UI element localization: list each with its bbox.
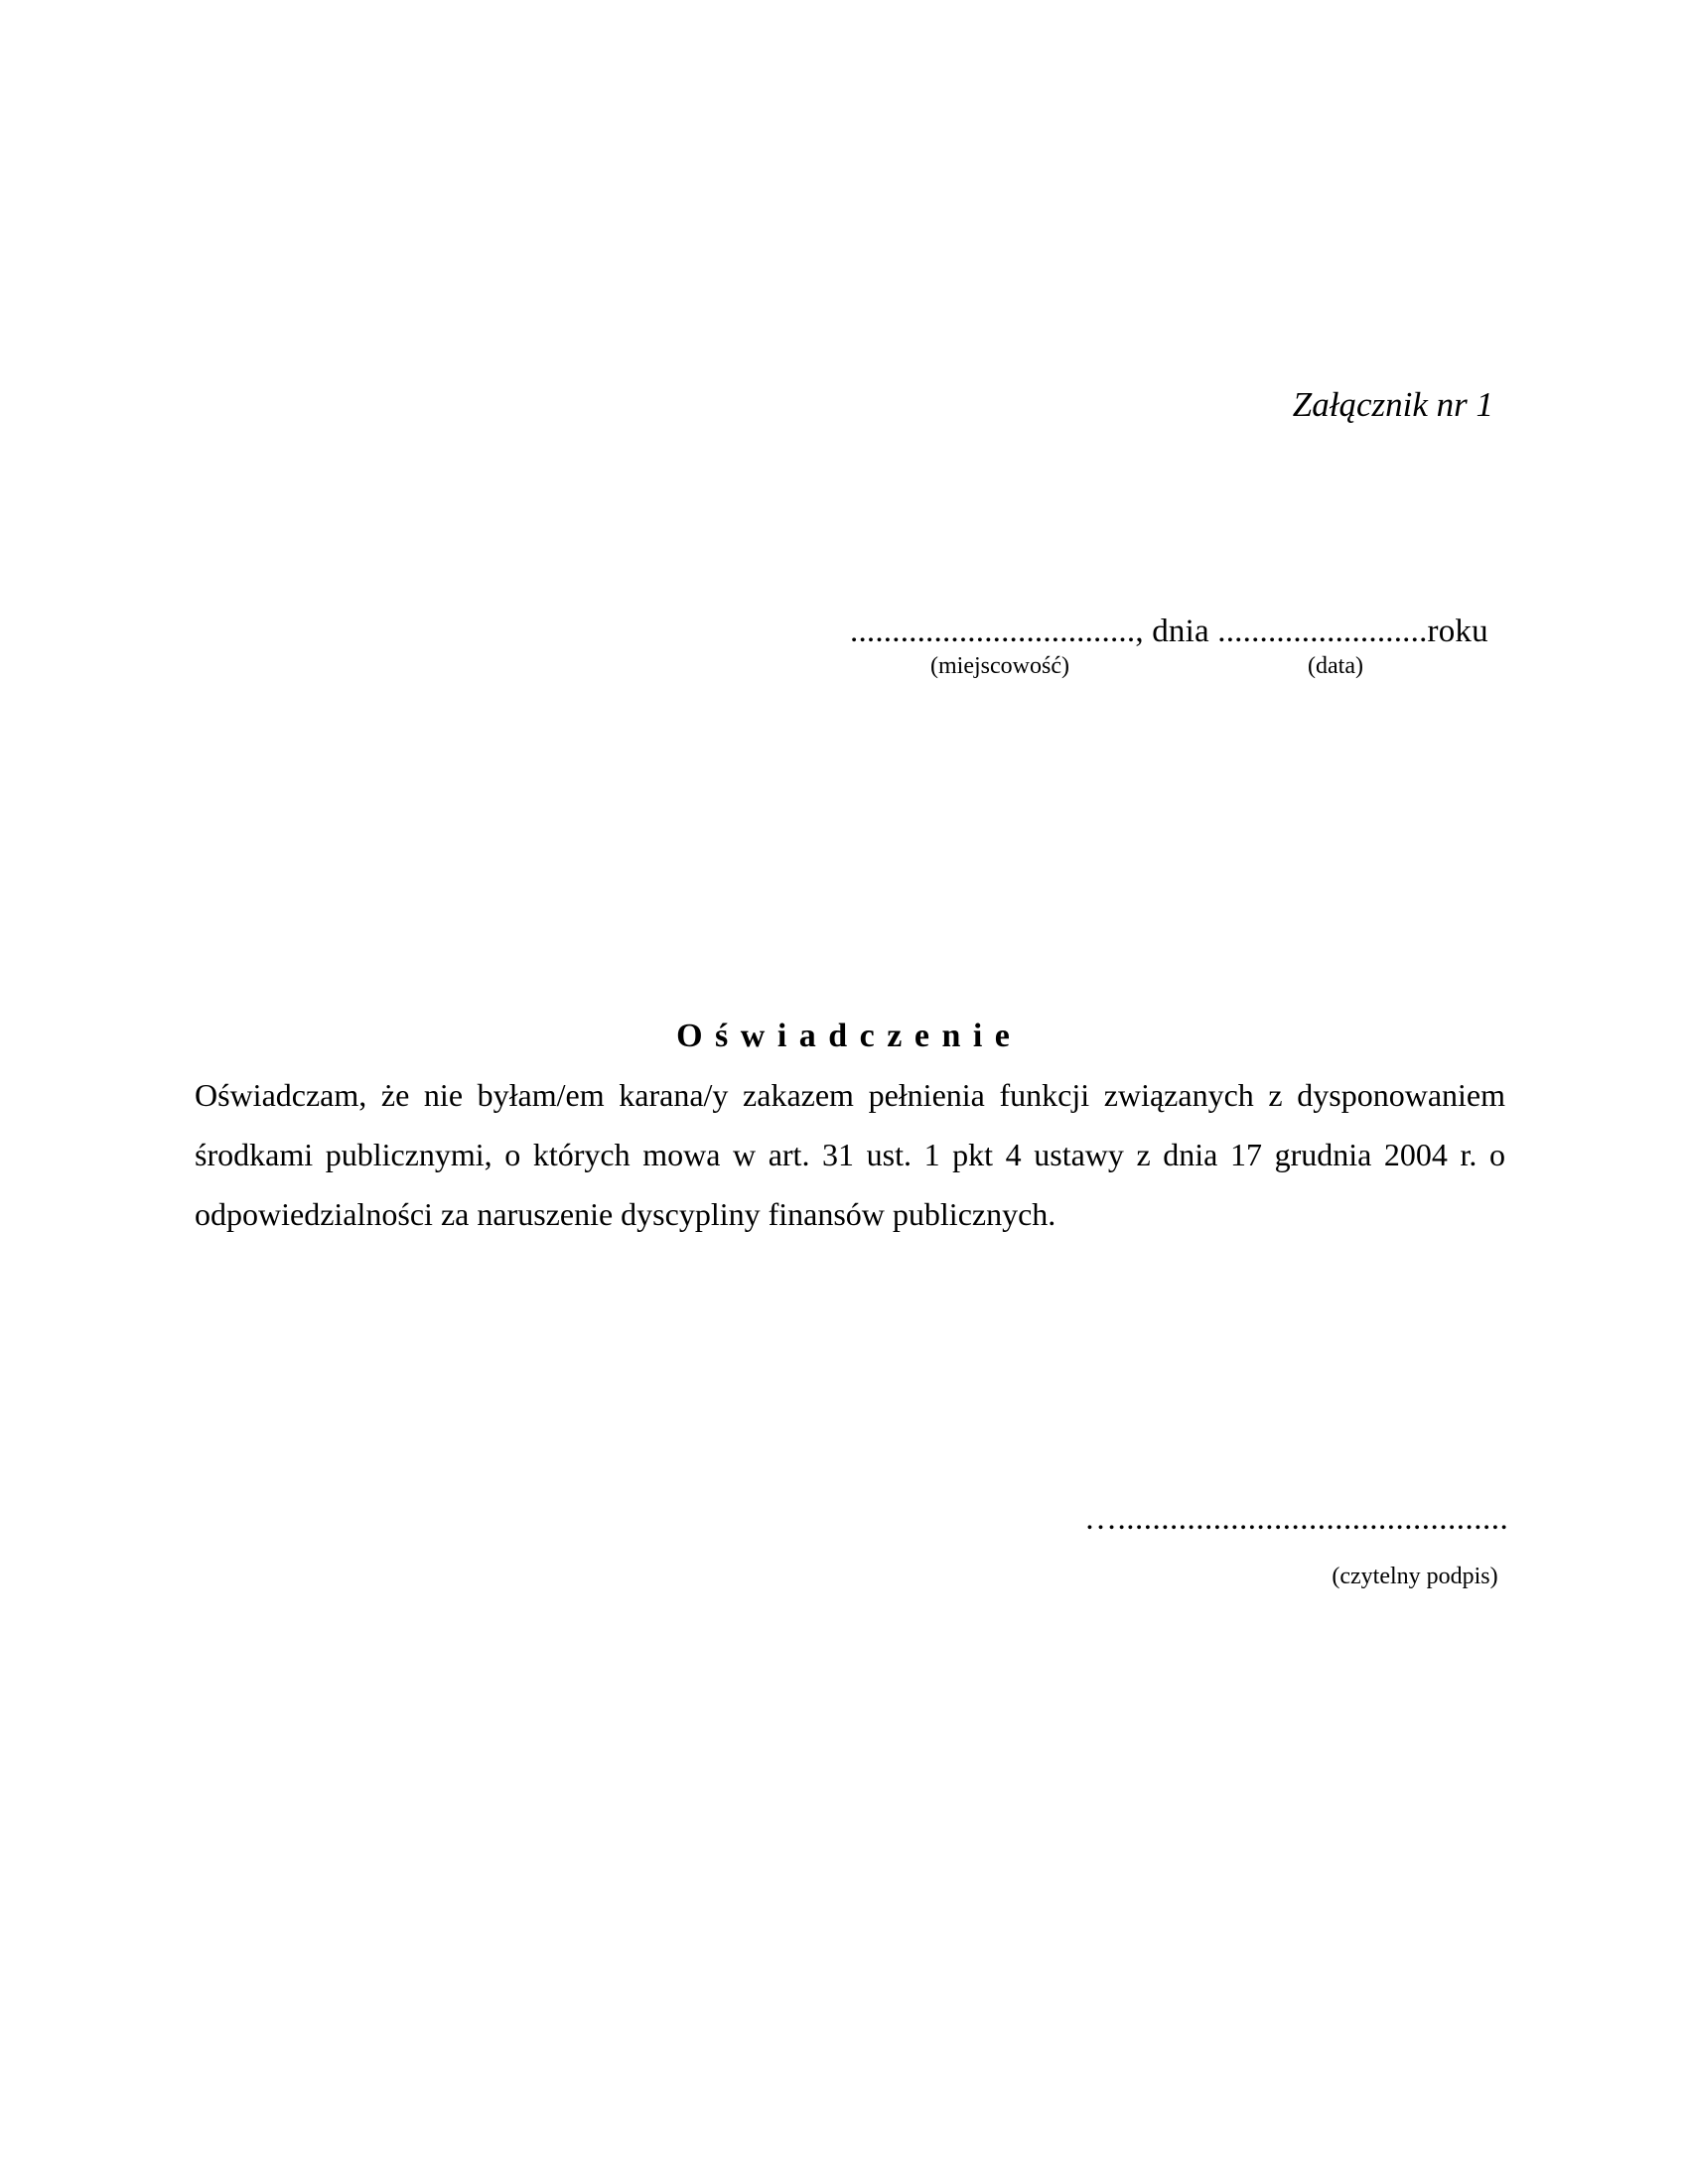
declaration-line-3: odpowiedzialności za naruszenie dyscypliny finansów publicznych. xyxy=(195,1196,1056,1232)
place-caption: (miejscowość) xyxy=(930,653,1069,679)
declaration-line-2: środkami publicznymi, o których mowa w art. 31 ust. 1 pkt 4 ustawy z dnia 17 grudnia 2004 r. o xyxy=(195,1137,1505,1172)
roku-label: roku xyxy=(1427,614,1488,649)
declaration-line-1: Oświadczam, że nie byłam/em karana/y zakazem pełnienia funkcji związanych z dysponowaniem xyxy=(195,1077,1505,1113)
attachment-label: Załącznik nr 1 xyxy=(1292,385,1493,424)
declaration-paragraph xyxy=(195,1065,1505,1244)
date-fill-in-field: ......................... xyxy=(1217,614,1428,649)
document-title: O ś w i a d c z e n i e xyxy=(676,1018,1012,1054)
signature-fill-in-field: …............................................. xyxy=(1084,1501,1509,1537)
date-caption: (data) xyxy=(1308,653,1363,679)
place-fill-in-field: .................................. xyxy=(850,614,1136,649)
place-date-line xyxy=(850,612,1488,651)
dnia-label: , dnia xyxy=(1135,614,1218,649)
signature-caption: (czytelny podpis) xyxy=(1332,1564,1498,1589)
